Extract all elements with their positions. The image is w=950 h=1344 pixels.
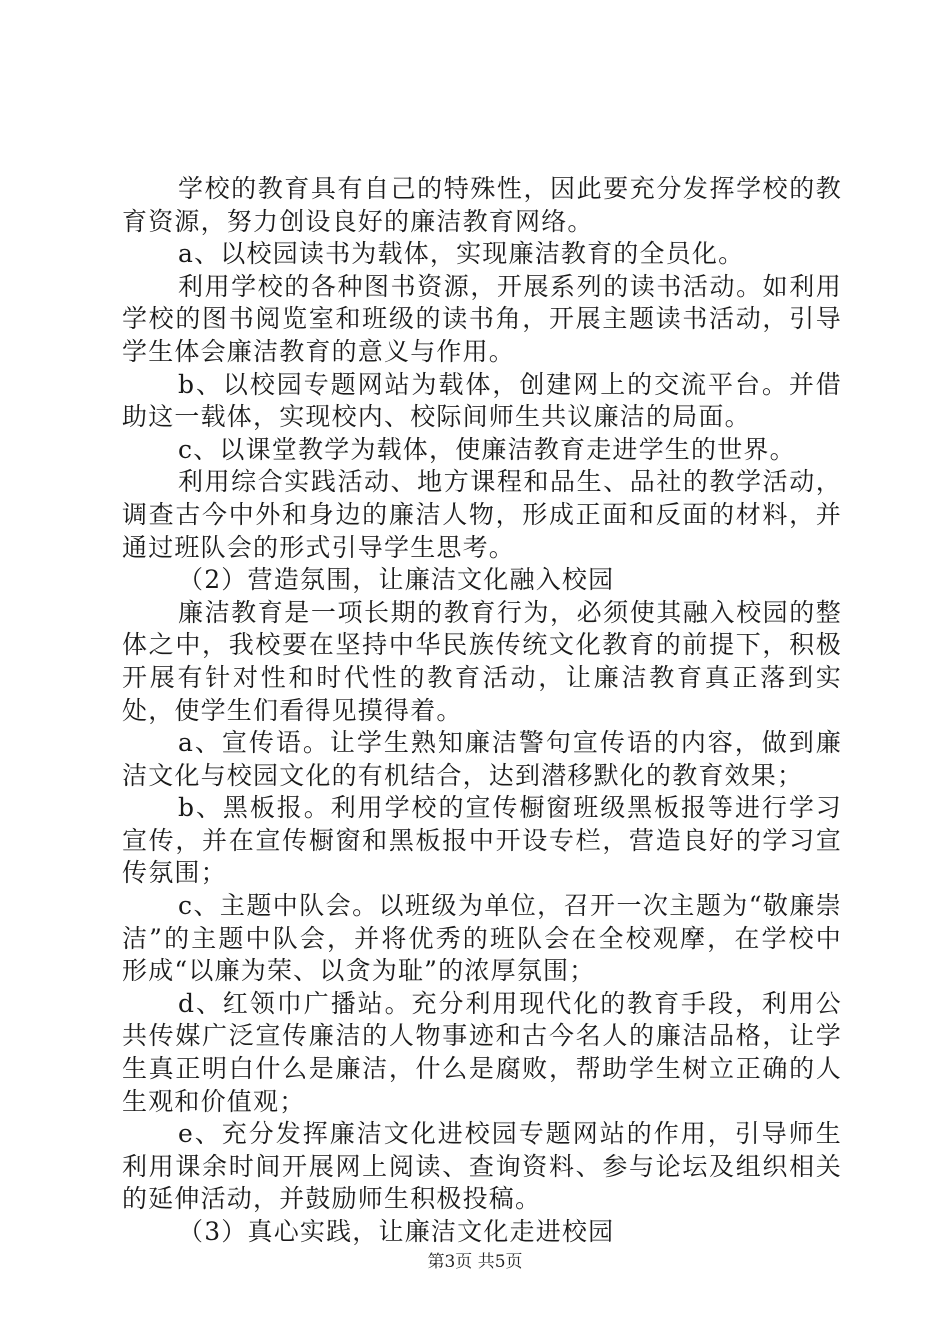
paragraph-atmosphere: 廉洁教育是一项长期的教育行为，必须使其融入校园的整体之中，我校要在坚持中华民族传统文化教育的前提下，积极开展有针对性和时代性的教育活动，让廉洁教育真正落到实处，使学生们看得见摸得着。: [122, 597, 842, 725]
page-footer: 第3页 共5页: [427, 1252, 523, 1272]
paragraph-item-c-classroom: c、以课堂教学为载体，使廉洁教育走进学生的世界。: [178, 434, 796, 464]
paragraph-item-e-website: e、充分发挥廉洁文化进校园专题网站的作用，引导师生利用课余时间开展网上阅读、查询资料、参与论坛及组织相关的延伸活动，并鼓励师生积极投稿。: [122, 1119, 842, 1214]
paragraph-classroom-detail: 利用综合实践活动、地方课程和品生、品社的教学活动，调查古今中外和身边的廉洁人物，形成正面和反面的材料，并通过班队会的形式引导学生思考。: [122, 467, 842, 562]
paragraph-item-c-meeting: c、主题中队会。以班级为单位，召开一次主题为“敬廉崇洁”的主题中队会，并将优秀的班队会在全校观摩，在学校中形成“以廉为荣、以贪为耻”的浓厚氛围；: [122, 891, 842, 986]
paragraph-item-d-radio: d、红领巾广播站。充分利用现代化的教育手段，利用公共传媒广泛宣传廉洁的人物事迹和古今名人的廉洁品格，让学生真正明白什么是廉洁，什么是腐败，帮助学生树立正确的人生观和价值观；: [122, 988, 842, 1116]
section-heading-3: （3）真心实践，让廉洁文化走进校园: [178, 1217, 615, 1246]
paragraph-item-b-blackboard: b、黑板报。利用学校的宣传橱窗班级黑板报等进行学习宣传，并在宣传橱窗和黑板报中开设专栏，营造良好的学习宣传氛围；: [122, 793, 842, 888]
paragraph-item-b-website: b、以校园专题网站为载体，创建网上的交流平台。并借助这一载体，实现校内、校际间师生共议廉洁的局面。: [122, 369, 842, 432]
paragraph-item-a-slogan: a、宣传语。让学生熟知廉洁警句宣传语的内容，做到廉洁文化与校园文化的有机结合，达到潜移默化的教育效果；: [122, 728, 842, 790]
section-heading-2: （2）营造氛围，让廉洁文化融入校园: [178, 565, 615, 595]
body-text: [122, 173, 842, 1249]
paragraph-intro: 学校的教育具有自己的特殊性，因此要充分发挥学校的教育资源，努力创设良好的廉洁教育网络。: [122, 174, 842, 236]
paragraph-reading-detail: 利用学校的各种图书资源，开展系列的读书活动。如利用学校的图书阅览室和班级的读书角，开展主题读书活动，引导学生体会廉洁教育的意义与作用。: [122, 271, 842, 366]
paragraph-item-a-reading: a、以校园读书为载体，实现廉洁教育的全员化。: [178, 239, 745, 269]
